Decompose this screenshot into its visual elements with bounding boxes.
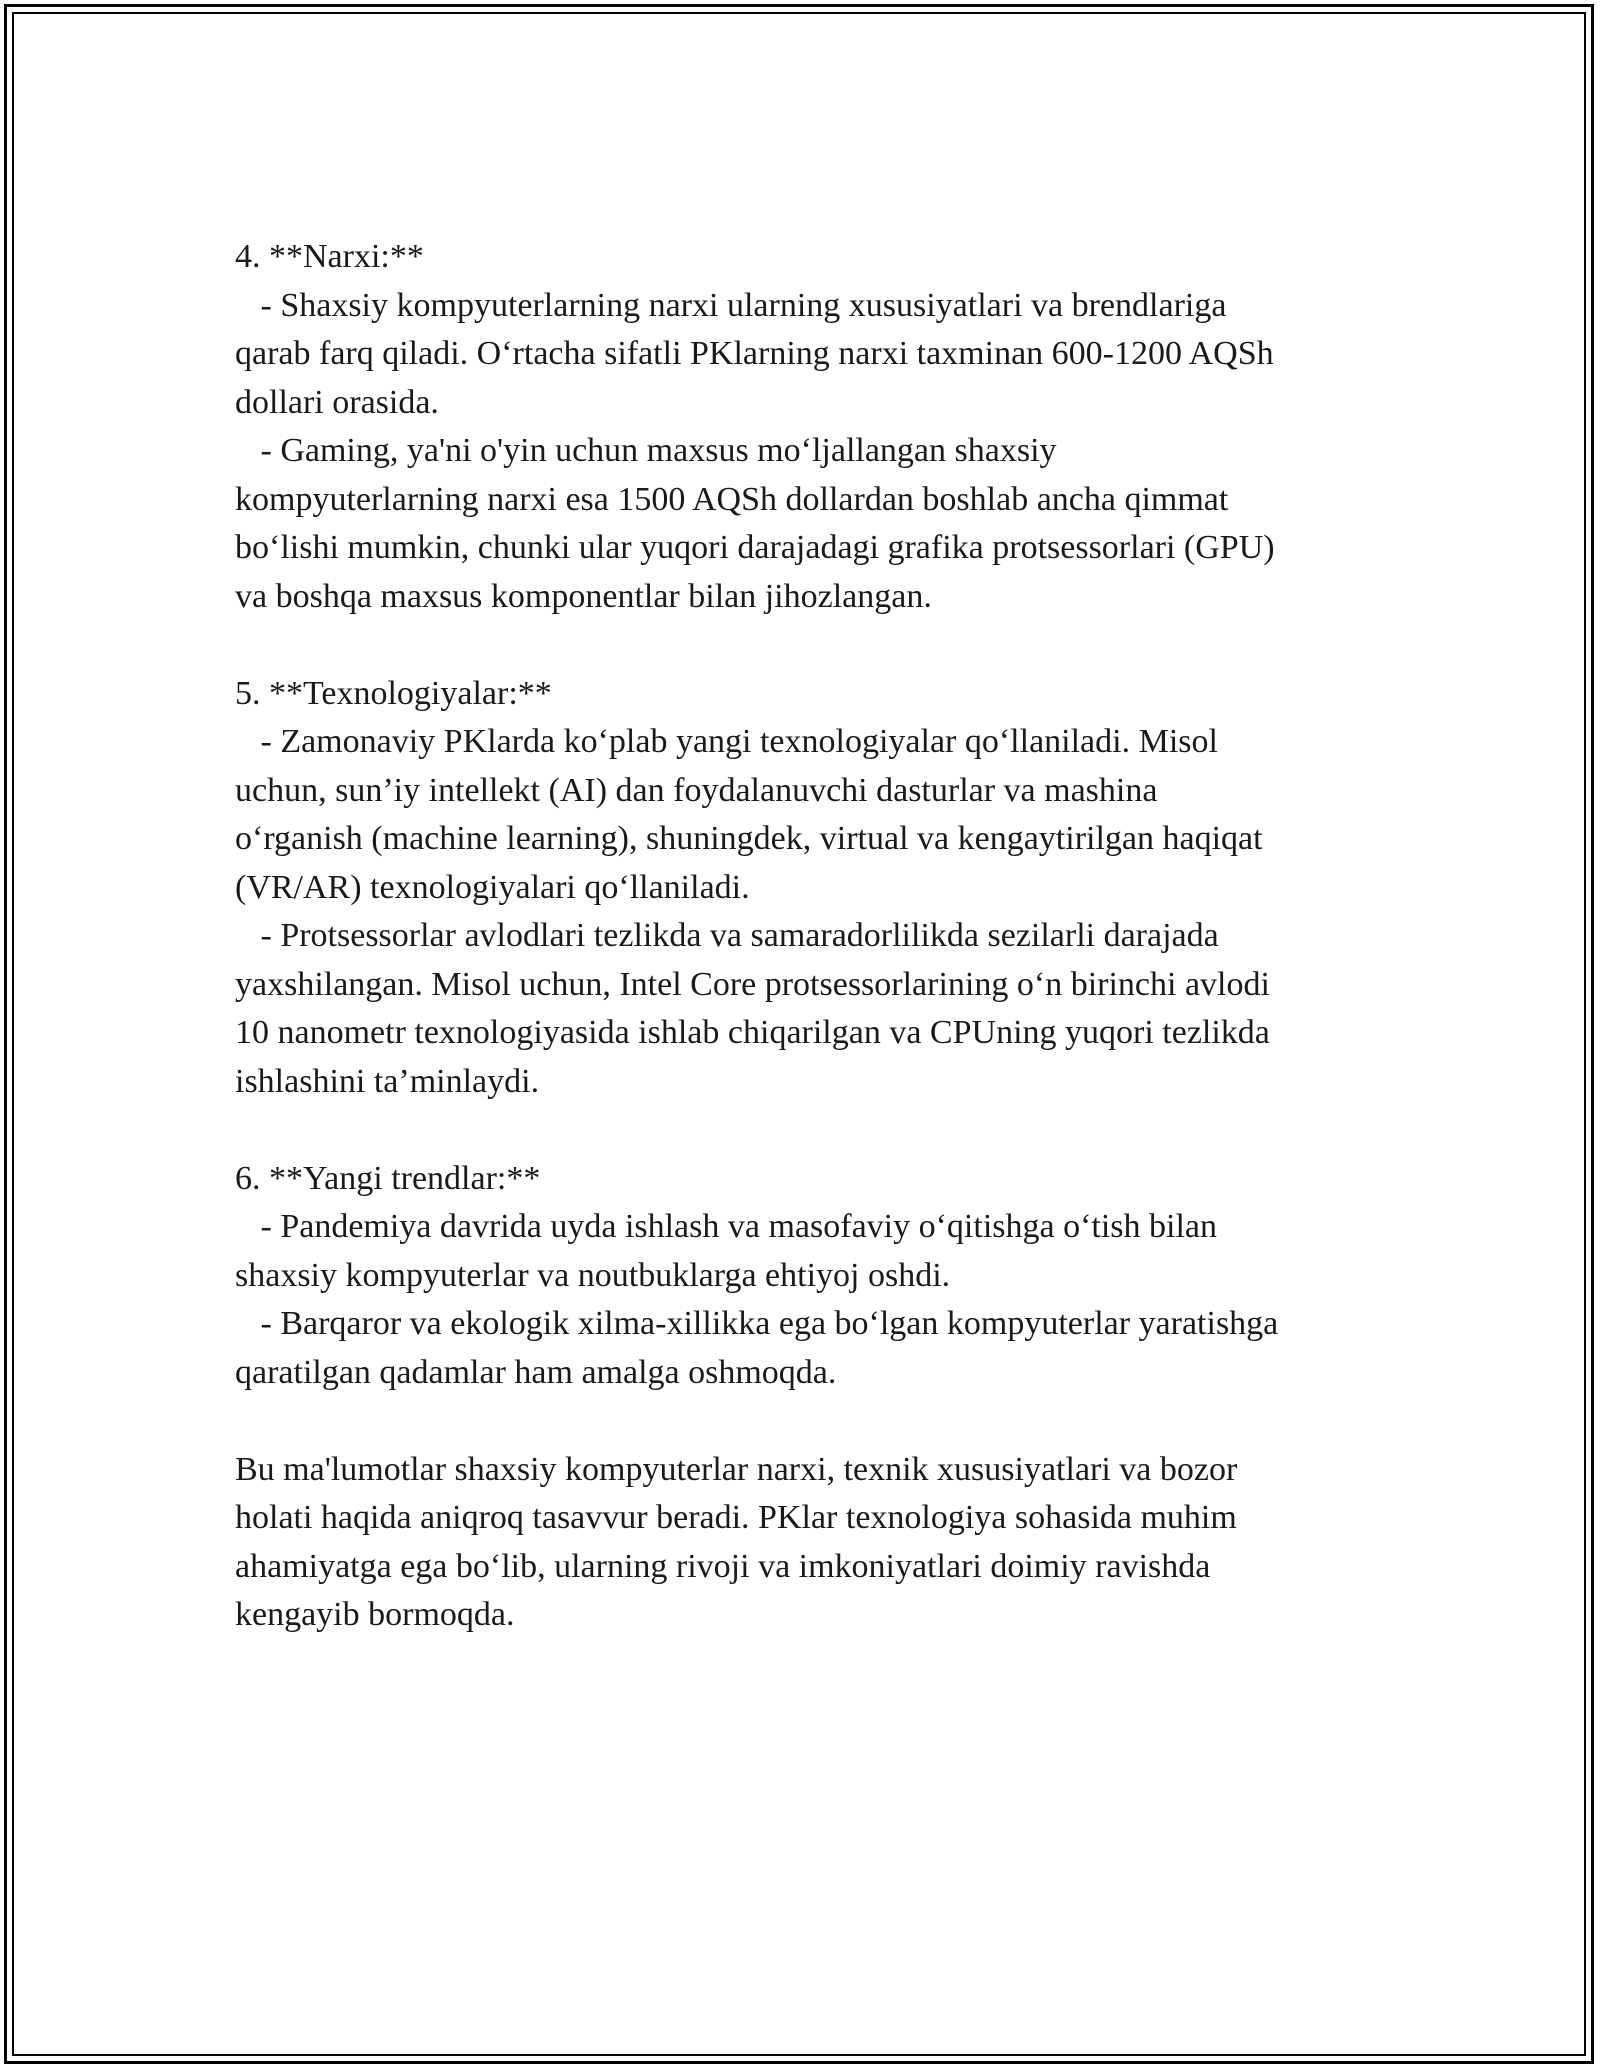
section-texnologiyalar	[235, 670, 1405, 1107]
conclusion-paragraph	[235, 1446, 1405, 1640]
paragraph-line: qaratilgan qadamlar ham amalga oshmoqda.	[235, 1353, 837, 1391]
paragraph-line: shaxsiy kompyuterlar va noutbuklarga ehtiyoj oshdi.	[235, 1256, 951, 1294]
paragraph-line: - Gaming, ya'ni o'yin uchun maxsus mo‘ljallangan shaxsiy	[235, 432, 1057, 469]
section-heading: 4. **Narxi:**	[235, 238, 424, 275]
paragraph-line: Bu ma'lumotlar shaxsiy kompyuterlar narxi, texnik xususiyatlari va bozor	[235, 1450, 1238, 1488]
paragraph-line: dollari orasida.	[235, 383, 439, 421]
paragraph-line: uchun, sun’iy intellekt (AI) dan foydalanuvchi dasturlar va mashina	[235, 771, 1158, 809]
paragraph-line: - Barqaror va ekologik xilma-xillikka ega bo‘lgan kompyuterlar yaratishga	[235, 1305, 1279, 1342]
paragraph-line: - Zamonaviy PKlarda ko‘plab yangi texnologiyalar qo‘llaniladi. Misol	[235, 723, 1218, 760]
paragraph-line: va boshqa maxsus komponentlar bilan jihozlangan.	[235, 577, 932, 615]
paragraph-line: kompyuterlarning narxi esa 1500 AQSh dollardan boshlab ancha qimmat	[235, 480, 1229, 518]
paragraph-line: 10 nanometr texnologiyasida ishlab chiqarilgan va CPUning yuqori tezlikda	[235, 1014, 1270, 1051]
section-narxi	[235, 233, 1405, 621]
blank-line	[235, 621, 1405, 670]
paragraph-line: - Shaxsiy kompyuterlarning narxi ularning xususiyatlari va brendlariga	[235, 286, 1227, 324]
blank-line	[235, 1106, 1405, 1155]
blank-line	[235, 1397, 1405, 1446]
paragraph-line: ishlashini ta’minlaydi.	[235, 1062, 540, 1100]
section-heading: 5. **Texnologiyalar:**	[235, 674, 552, 712]
paragraph-line: o‘rganish (machine learning), shuningdek, virtual va kengaytirilgan haqiqat	[235, 820, 1263, 857]
paragraph-line: (VR/AR) texnologiyalari qo‘llaniladi.	[235, 868, 750, 906]
document-body	[235, 233, 1405, 1640]
paragraph-line: - Pandemiya davrida uyda ishlash va masofaviy o‘qitishga o‘tish bilan	[235, 1208, 1218, 1245]
paragraph-line: holati haqida aniqroq tasavvur beradi. PKlar texnologiya sohasida muhim	[235, 1499, 1237, 1536]
paragraph-line: - Protsessorlar avlodlari tezlikda va samaradorlilikda sezilarli darajada	[235, 917, 1219, 954]
paragraph-line: yaxshilangan. Misol uchun, Intel Core protsessorlarining o‘n birinchi avlodi	[235, 965, 1270, 1003]
paragraph-line: kengayib bormoqda.	[235, 1596, 515, 1633]
paragraph-line: bo‘lishi mumkin, chunki ular yuqori darajadagi grafika protsessorlari (GPU)	[235, 529, 1275, 566]
section-yangi-trendlar	[235, 1155, 1405, 1398]
section-heading: 6. **Yangi trendlar:**	[235, 1159, 541, 1197]
paragraph-line: qarab farq qiladi. O‘rtacha sifatli PKlarning narxi taxminan 600-1200 AQSh	[235, 335, 1274, 372]
paragraph-line: ahamiyatga ega bo‘lib, ularning rivoji va imkoniyatlari doimiy ravishda	[235, 1547, 1211, 1585]
